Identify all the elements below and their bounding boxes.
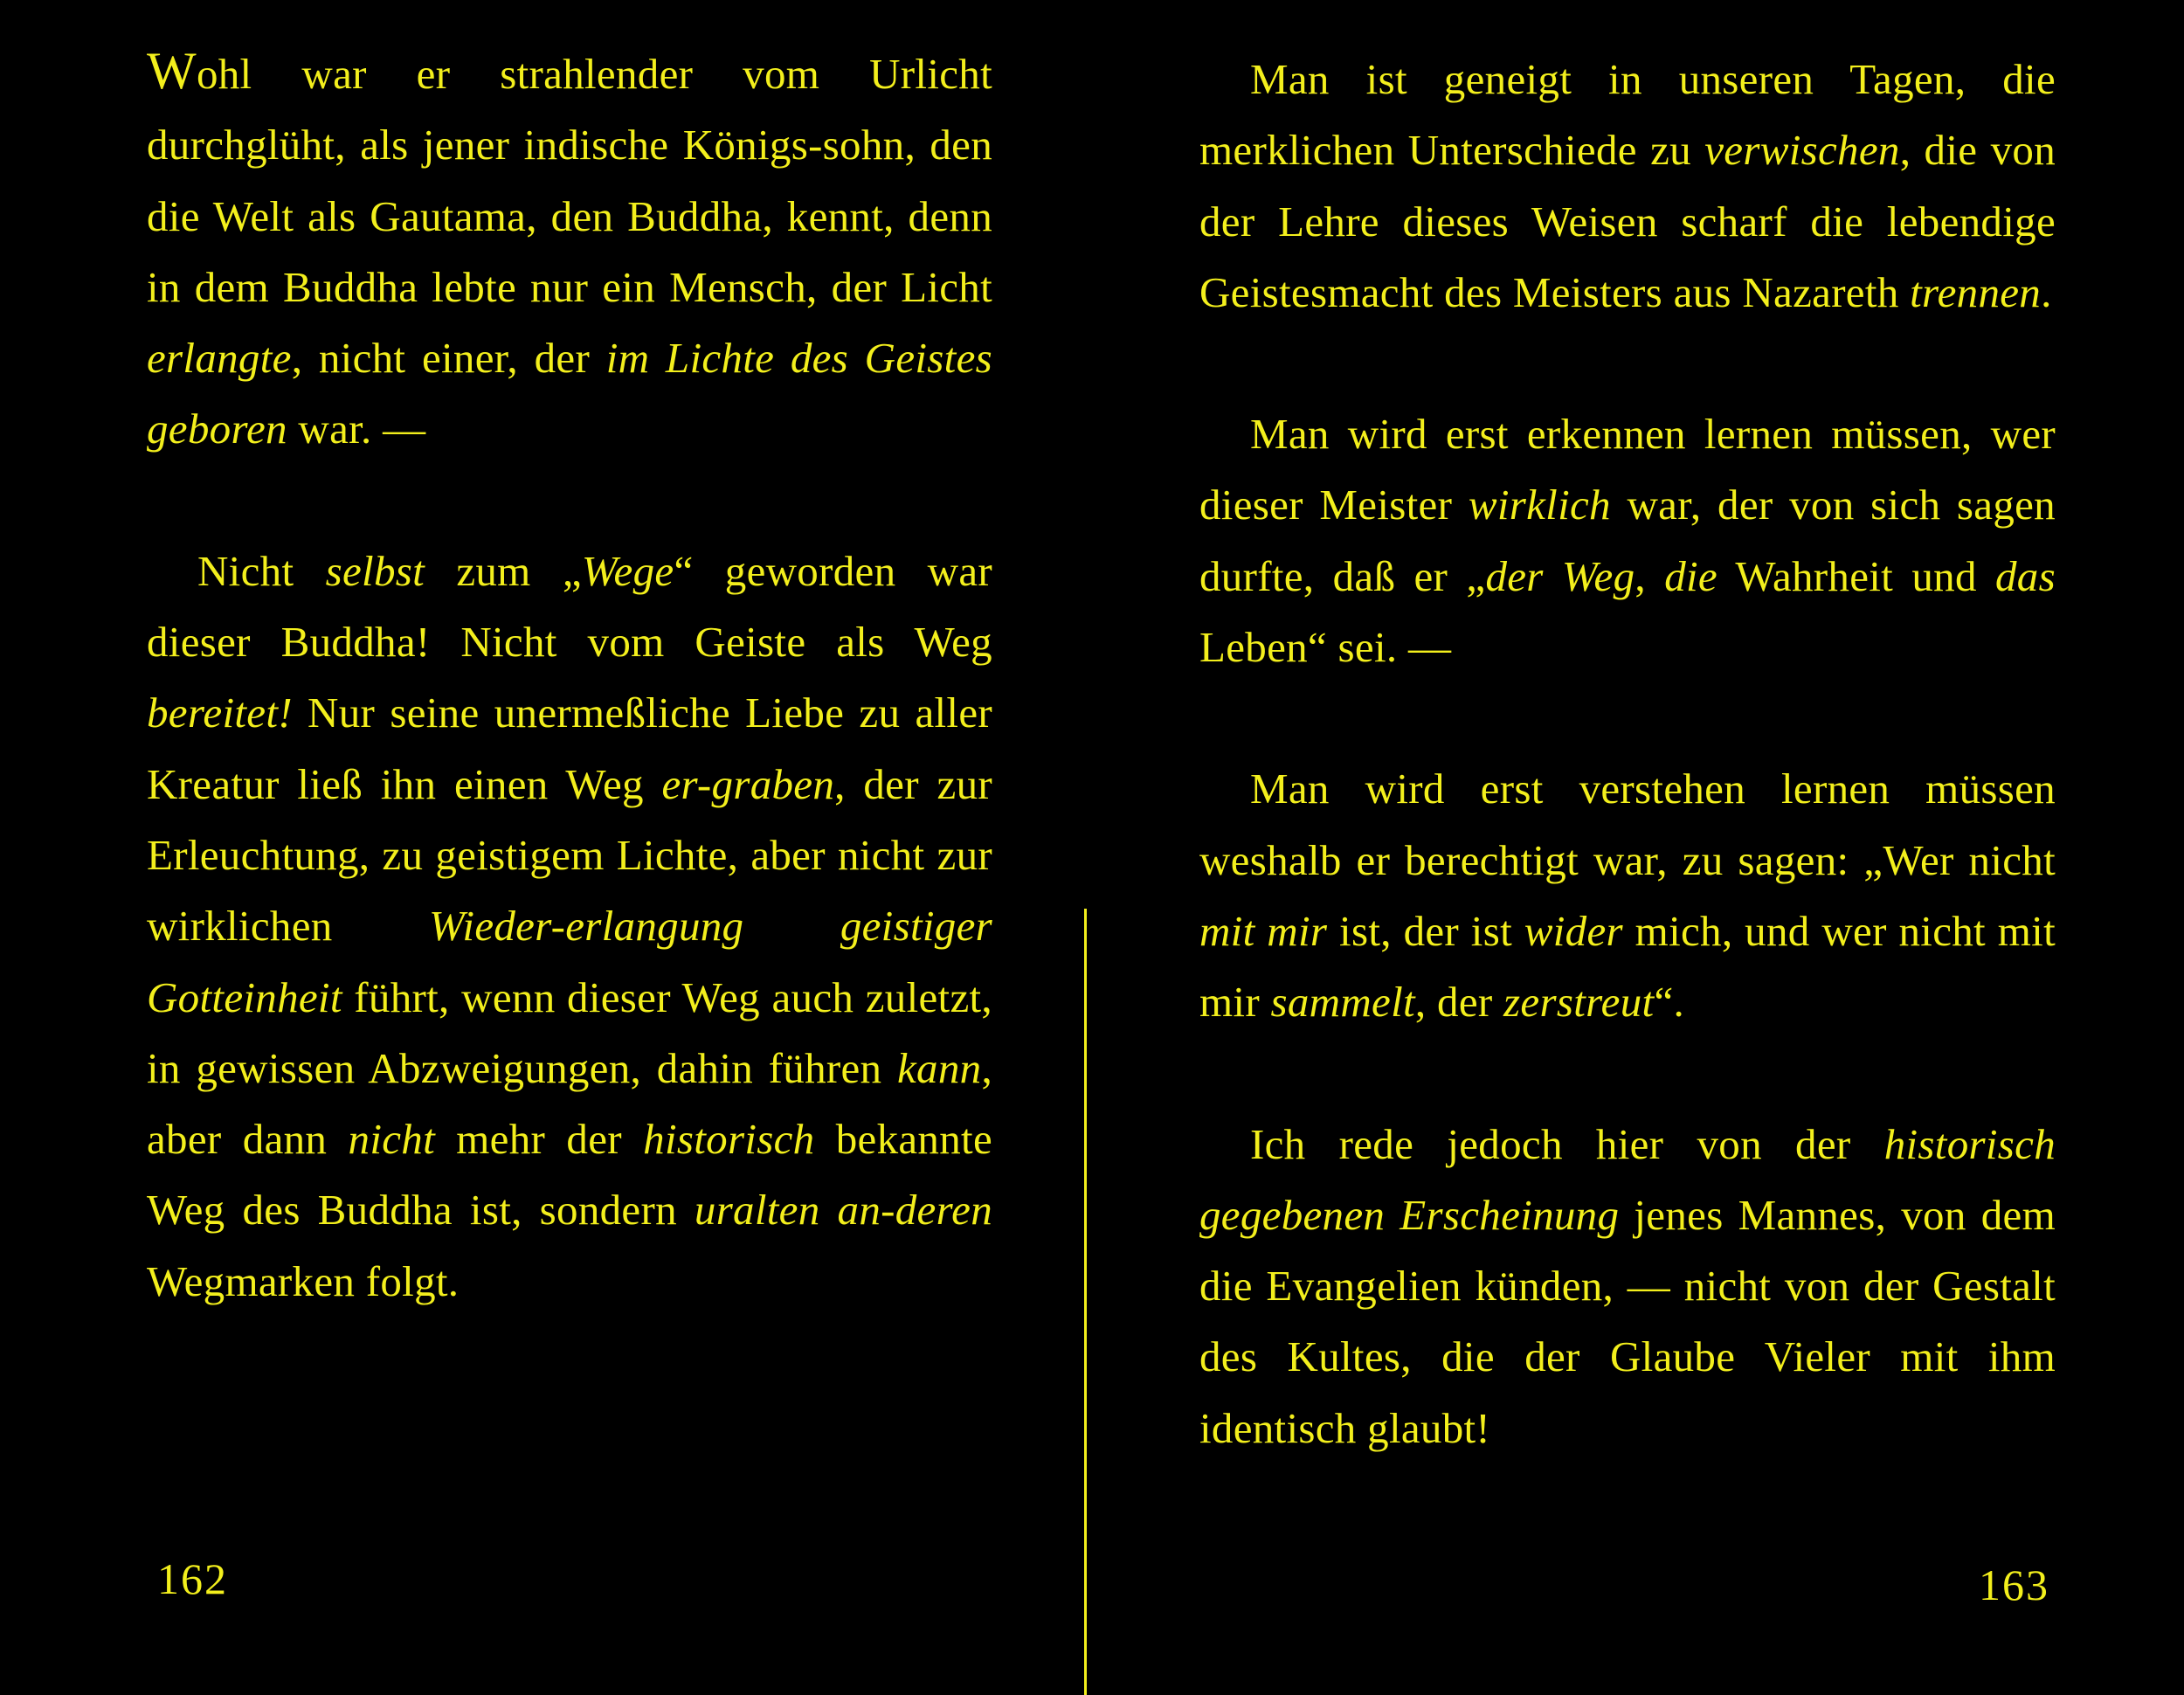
paragraph <box>1199 1109 2056 1463</box>
text-segment: Ich rede jedoch hier von der <box>1250 1119 1884 1168</box>
emphasis: historisch <box>643 1115 815 1164</box>
emphasis: zerstreut <box>1503 978 1655 1027</box>
emphasis: sammelt <box>1270 978 1415 1027</box>
text-segment: , nicht einer, der <box>291 334 606 383</box>
emphasis: Wieder-erlangung geistiger Gotteinheit <box>147 902 992 1021</box>
emphasis: die <box>1664 551 1717 600</box>
text-segment: Man ist geneigt in unseren Tagen, die merklichen Unterschiede zu <box>1199 55 2056 175</box>
page-number: 162 <box>157 1554 228 1603</box>
text-segment: Leben“ sei. — <box>1199 623 1452 672</box>
emphasis: er-graben <box>661 759 835 808</box>
text-segment: führt, wenn dieser Weg auch zuletzt, in gewissen Abzweigungen, dahin führen <box>147 972 992 1092</box>
text-segment: , <box>1635 551 1665 600</box>
emphasis: mit mir <box>1199 906 1328 955</box>
text-segment: Nur seine unermeßliche Liebe zu aller Kreatur ließ ihn einen Weg <box>147 688 992 808</box>
text-segment: Man wird erst verstehen lernen müssen weshalb er berechtigt war, zu sagen: „Wer nicht <box>1199 764 2056 884</box>
text-segment: bekannte Weg des Buddha ist, sondern <box>147 1115 992 1235</box>
emphasis: selbst <box>325 546 425 595</box>
text-segment: jenes Mannes, von dem die Evangelien künden, — nicht von der Gestalt des Kultes, die der Glaube Vieler mit ihm identisch glaubt! <box>1199 1190 2056 1452</box>
drop-cap: W <box>147 42 197 100</box>
emphasis: historisch gegebenen Erscheinung <box>1199 1119 2056 1239</box>
text-segment: ist, der ist <box>1327 906 1524 955</box>
emphasis: trennen <box>1910 267 2042 316</box>
text-segment: mich, und wer nicht mit mir <box>1199 906 2056 1027</box>
emphasis: verwischen <box>1704 126 1900 175</box>
text-segment: Man wird erst erkennen lernen müssen, wer dieser Meister <box>1199 410 2056 529</box>
text-segment: war, der von sich sagen durfte, daß er „ <box>1199 481 2056 600</box>
text-segment: zum „ <box>425 546 582 595</box>
paragraph <box>1199 398 2056 682</box>
paragraph <box>147 536 992 1317</box>
emphasis: das <box>1995 551 2056 600</box>
gutter-divider <box>1084 909 1087 1695</box>
right-page <box>1088 0 2184 1695</box>
paragraph <box>1199 44 2056 328</box>
text-segment: , aber dann <box>147 1043 992 1164</box>
emphasis: der Weg <box>1485 551 1635 600</box>
text-segment: , die von der Lehre dieses Weisen scharf die lebendige Geistesmacht des Meisters aus Nazareth <box>1199 126 2056 316</box>
text-segment: mehr der <box>435 1115 644 1164</box>
text-segment: “. <box>1654 978 1685 1027</box>
page-number: 163 <box>1979 1560 2049 1609</box>
emphasis: im Lichte des Geistes geboren <box>147 334 993 453</box>
emphasis: bereitet! <box>147 688 293 737</box>
emphasis: kann <box>896 1043 982 1092</box>
paragraph <box>147 38 992 465</box>
emphasis: Wege <box>581 546 674 595</box>
emphasis: nicht <box>348 1115 435 1164</box>
text-segment: war. — <box>287 405 426 453</box>
emphasis: wider <box>1524 906 1623 955</box>
text-segment: Wegmarken folgt. <box>147 1256 460 1305</box>
right-page-text <box>1199 44 2056 1463</box>
text-segment: . <box>2041 267 2052 316</box>
left-page-text <box>147 38 992 1317</box>
text-segment: Nicht <box>197 546 326 595</box>
emphasis: wirklich <box>1468 481 1611 529</box>
emphasis: uralten an-deren <box>694 1186 992 1235</box>
emphasis: erlangte <box>147 334 292 383</box>
text-segment: ohl war er strahlender vom Urlicht durchglüht, als jener indische Königs-sohn, den die Welt als Gautama, den Buddha, kennt, denn in dem Buddha lebte nur ein Mensch, der Licht <box>147 50 992 311</box>
text-segment: “ geworden war dieser Buddha! Nicht vom Geiste als Weg <box>147 546 992 667</box>
left-page <box>0 0 1083 1695</box>
paragraph <box>1199 753 2056 1037</box>
text-segment: Wahrheit und <box>1717 551 1995 600</box>
text-segment: , der <box>1414 978 1504 1027</box>
text-segment: , der zur Erleuchtung, zu geistigem Lichte, aber nicht zur wirklichen <box>147 759 992 951</box>
